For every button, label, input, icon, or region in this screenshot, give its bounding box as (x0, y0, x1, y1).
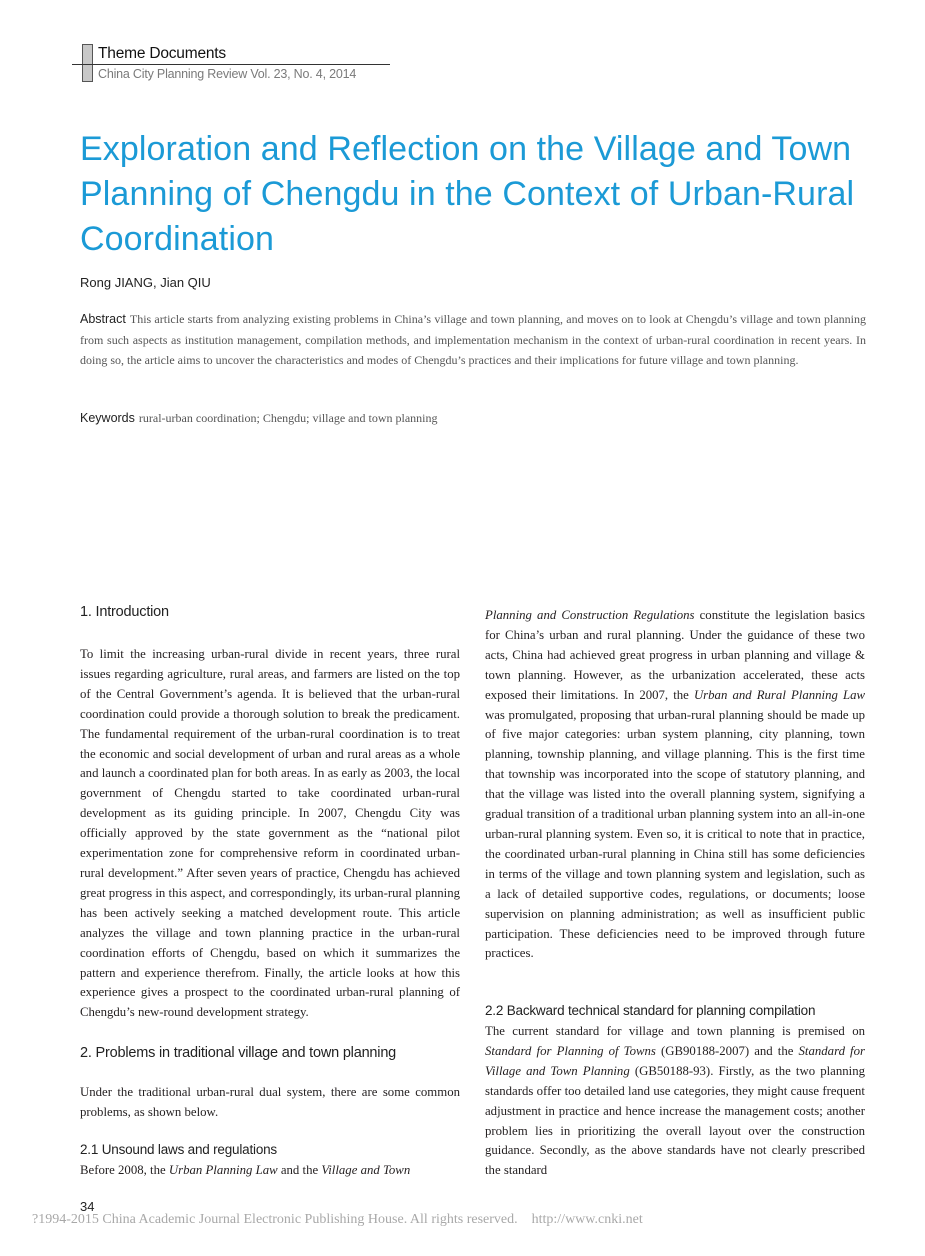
header-rule (72, 64, 390, 65)
heading-introduction: 1. Introduction (80, 604, 169, 620)
urban-planning-law-title: Urban Planning Law (168, 1163, 278, 1177)
abstract-text: This article starts from analyzing existing problems in China’s village and town planning, and moves on to look at Chengdu’s village and town planning from such aspects as institution management, compilation methods, and implementation mechanism in the context of urban-rural coordination in recent years. In doing so, the article aims to uncover the characteristics and modes of Chengdu’s practices and their implications for future village and town planning. (80, 312, 866, 367)
laws-text: was promulgated, proposing that urban-rural planning should be made up of five major categories: urban system planning, city planning, town planning, township planning, and village planning. This is the first time that township was incorporated into the scope of statutory planning, and that the village was listed into the overall planning system, signifying a gradual transition of a traditional urban planning system into an all-in-one urban-rural planning system. Even so, it is critical to note that in practice, the coordinated urban-rural planning in China still has some deficiencies in terms of the village and town planning system and legislation, such as a lack of detailed supportive codes, regulations, or documents; loose supervision on planning administration; as well as insufficient public participation. These deficiencies need to be improved through future practices. (485, 707, 865, 961)
heading-standard: 2.2 Backward technical standard for planning compilation (485, 1003, 816, 1018)
keywords-text: rural-urban coordination; Chengdu; village and town planning (138, 411, 438, 425)
urban-rural-law-title: Urban and Rural Planning Law (693, 687, 866, 702)
introduction-paragraph: To limit the increasing urban-rural divide in recent years, three rural issues regarding agriculture, rural areas, and farmers are listed on the top of the Central Government’s agenda. It is believed that the urban-rural coordination could provide a thorough solution to break the predicament. The fundamental requirement of the urban-rural coordination is to treat the economic and social development of urban and rural areas as a whole and launch a coordinated plan for both areas. In as early as 2003, the local government of Chengdu started to take coordinated urban-rural development as its guiding principle. In 2007, Chengdu City was officially approved by the state government as the “national pilot experimentation zone for comprehensive reform in coordinated urban-rural development.” After seven years of practice, Chengdu has achieved great progress in this aspect, and correspondingly, its urban-rural planning has been actively seeking a matched development route. This article analyzes the village and town planning practice in the urban-rural coordination efforts of Chengdu, based on which it summarizes the pattern and experience therefrom. Finally, the article looks at how this experience gives a prospect to the coordinated urban-rural planning of Chengdu’s new-round development strategy. (80, 647, 460, 1020)
laws-paragraph-continued (485, 606, 865, 964)
abstract (80, 309, 866, 371)
standard-text: The current standard for village and town planning is premised on (485, 1024, 865, 1038)
heading-problems: 2. Problems in traditional village and town planning (80, 1045, 397, 1061)
heading-laws: 2.1 Unsound laws and regulations (80, 1142, 277, 1157)
laws-paragraph (80, 1161, 460, 1181)
laws-text: Before 2008, the (80, 1163, 169, 1177)
abstract-label: Abstract (80, 312, 126, 326)
article-title: Exploration and Reflection on the Village and Town Planning of Chengdu in the Context of Urban-Rural Coordination (80, 130, 855, 258)
header-marker (82, 44, 93, 82)
laws-text: constitute the legislation basics for China’s urban and rural planning. Under the guidance of these two acts, China had achieved great progress in urban planning and village & town planning. However, as the urbanization accelerated, these acts exposed their limitations. In 2007, the (485, 608, 865, 702)
standard-text: (GB50188-93). Firstly, as the two planning standards offer too detailed land use categories, they might cause frequent adjustment in practice and hence increase the management costs; another problem lies in prioritizing the overall layout over the construction guidance. Secondly, as the above standards have not clearly prescribed the standard (485, 1063, 866, 1178)
village-standard-title: Standard for Village and Town Planning (485, 1043, 865, 1078)
laws-text: and the (277, 1163, 322, 1177)
regulations-title: Planning and Construction Regulations (485, 608, 695, 622)
towns-standard-title: Standard for Planning of Towns (485, 1043, 656, 1058)
keywords (80, 408, 866, 428)
standard-paragraph (485, 1022, 865, 1181)
village-town-title: Village and Town (321, 1163, 411, 1177)
copyright-footer: ?1994-2015 China Academic Journal Electronic Publishing House. All rights reserved. http://www.cnki.net (32, 1212, 643, 1227)
journal-citation: China City Planning Review Vol. 23, No. 4, 2014 (98, 67, 357, 81)
problems-paragraph: Under the traditional urban-rural dual system, there are some common problems, as shown below. (80, 1085, 460, 1119)
section-label: Theme Documents (98, 45, 226, 62)
page-number: 34 (80, 1199, 95, 1214)
standard-text: (GB90188-2007) and the (655, 1043, 799, 1058)
keywords-label: Keywords (80, 411, 135, 425)
authors: Rong JIANG, Jian QIU (80, 275, 211, 290)
